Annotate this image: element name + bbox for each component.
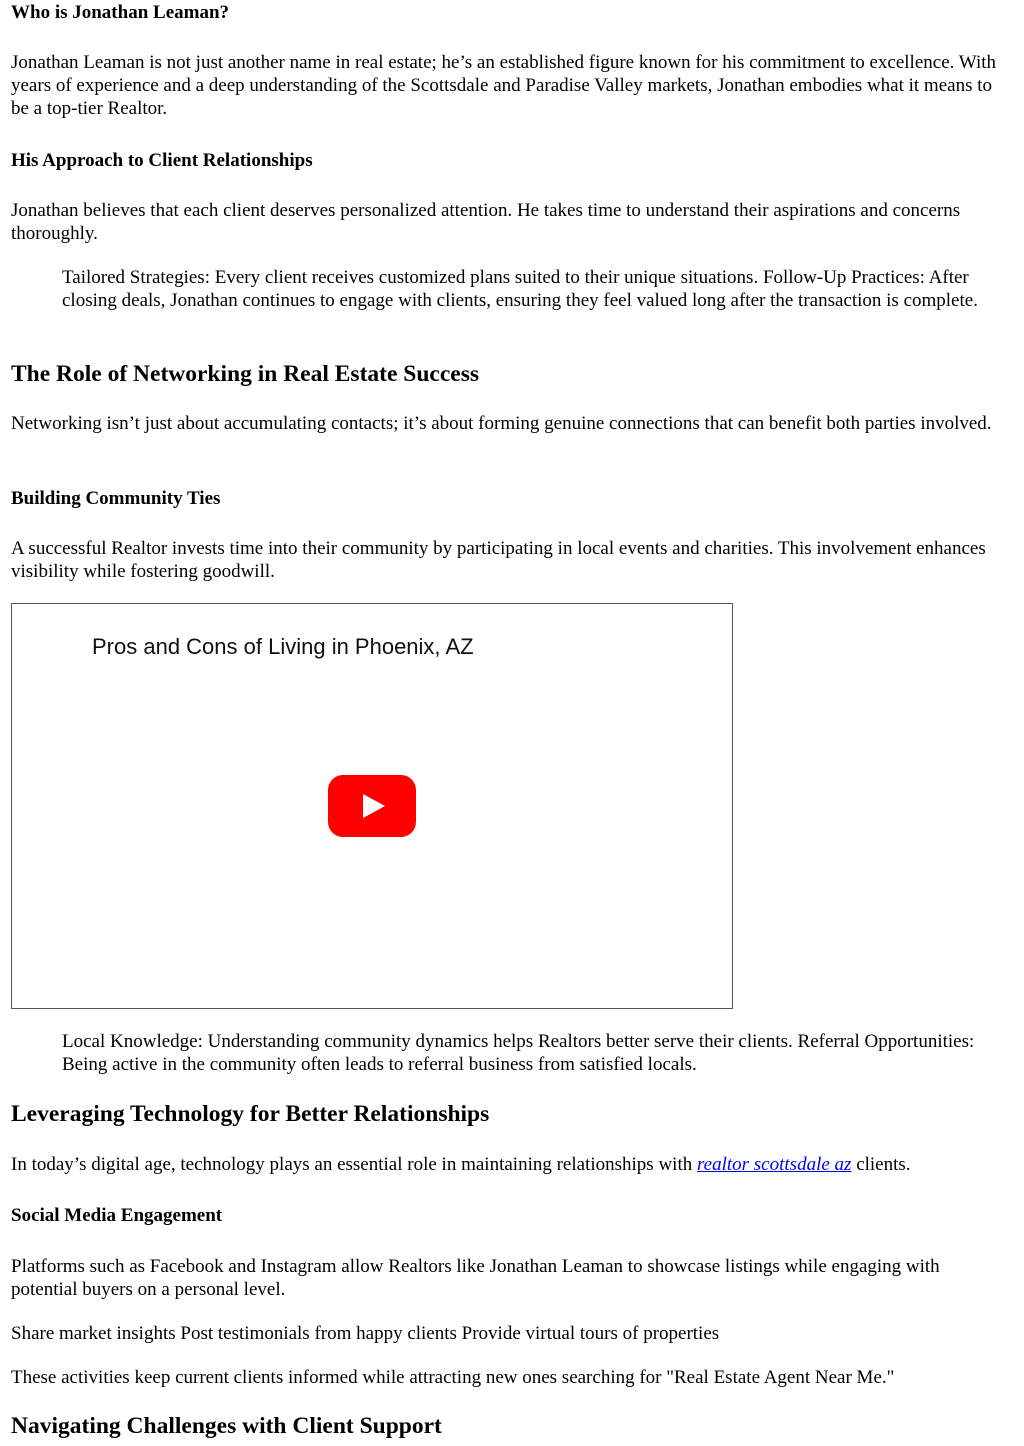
paragraph-social-list: Share market insights Post testimonials from happy clients Provide virtual tours of properties [11, 1323, 720, 1344]
heading-challenges: Navigating Challenges with Client Support [11, 1413, 442, 1439]
paragraph-technology [11, 1153, 1006, 1176]
paragraph-technology-text-after: clients. [851, 1154, 911, 1175]
heading-networking: The Role of Networking in Real Estate Success [11, 361, 480, 387]
heading-approach: His Approach to Client Relationships [11, 150, 313, 171]
video-embed[interactable] [11, 603, 733, 1009]
heading-community-ties: Building Community Ties [11, 488, 221, 509]
realtor-scottsdale-link[interactable]: realtor scottsdale az [696, 1154, 852, 1175]
paragraph-who-is-jonathan: Jonathan Leaman is not just another name in real estate; he’s an established figure known for his commitment to excellence. With years of experience and a deep understanding of the Scottsdale and Paradise Valley markets, Jonathan embodies what it means to be a top-tier Realtor. [11, 52, 997, 119]
paragraph-community-ties: A successful Realtor invests time into their community by participating in local events and charities. This involvement enhances visibility while fostering goodwill. [11, 538, 986, 582]
paragraph-networking: Networking isn’t just about accumulating contacts; it’s about forming genuine connections that can benefit both parties involved. [11, 413, 992, 434]
paragraph-social-media: Platforms such as Facebook and Instagram allow Realtors like Jonathan Leaman to showcase listings while engaging with potential buyers on a personal level. [11, 1256, 940, 1300]
paragraph-technology-text-before: In today’s digital age, technology plays an essential role in maintaining relationships with [11, 1154, 697, 1175]
paragraph-approach: Jonathan believes that each client deserves personalized attention. He takes time to understand their aspirations and concerns thoroughly. [11, 200, 961, 244]
heading-social-media: Social Media Engagement [11, 1205, 223, 1226]
blockquote-approach: Tailored Strategies: Every client receives customized plans suited to their unique situations. Follow-Up Practices: After closing deals, Jonathan continues to engage with clients, ensuring they feel valued long after the transaction is complete. [62, 267, 978, 311]
paragraph-social-closing: These activities keep current clients informed while attracting new ones searching for "Real Estate Agent Near Me." [11, 1367, 895, 1388]
youtube-play-icon[interactable] [328, 775, 416, 837]
blockquote-community: Local Knowledge: Understanding community dynamics helps Realtors better serve their clients. Referral Opportunities: Being active in the community often leads to referral business from satisfied locals. [62, 1031, 975, 1075]
heading-technology: Leveraging Technology for Better Relationships [11, 1101, 490, 1127]
video-title[interactable]: Pros and Cons of Living in Phoenix, AZ [92, 634, 474, 659]
heading-who-is-jonathan: Who is Jonathan Leaman? [11, 2, 230, 23]
